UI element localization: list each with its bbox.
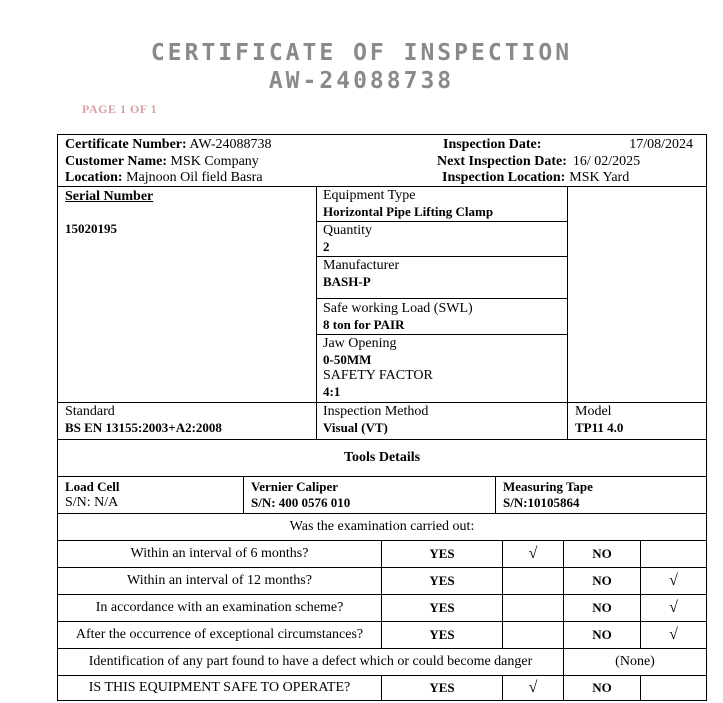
- measuring-tape-value: S/N:10105864: [503, 495, 580, 510]
- tools-heading: Tools Details: [57, 439, 707, 477]
- method-cell: [316, 402, 568, 440]
- jaw-opening-cell: [316, 334, 568, 403]
- examination-question: Was the examination carried out:: [57, 513, 707, 541]
- exam-row-label: Within an interval of 6 months?: [57, 540, 382, 568]
- jaw-opening-value: 0-50MM: [323, 352, 372, 367]
- exam-row-yes: YES: [381, 567, 503, 595]
- vernier-label: Vernier Caliper: [251, 479, 339, 494]
- info-left: [65, 137, 445, 187]
- exam-row-yes-check: [502, 567, 564, 595]
- manufacturer-label: Manufacturer: [323, 258, 400, 273]
- model-cell: [567, 402, 707, 440]
- page-number: PAGE 1 OF 1: [82, 102, 158, 116]
- quantity-value: 2: [323, 239, 330, 254]
- exam-row-no-check: √: [640, 621, 707, 649]
- exam-row-yes-check: √: [502, 540, 564, 568]
- cert-number-label: Certificate Number:: [65, 137, 187, 152]
- exam-row-label: Within an interval of 12 months?: [57, 567, 382, 595]
- defect-label: Identification of any part found to have a defect which or could become danger: [57, 648, 564, 676]
- inspection-location-label: Inspection Location:: [442, 170, 566, 185]
- next-inspection-date-value: 16/ 02/2025: [572, 153, 641, 169]
- exam-row-no-check: √: [640, 567, 707, 595]
- load-cell-value: S/N: N/A: [65, 495, 119, 510]
- measuring-tape-cell: [495, 476, 707, 514]
- exam-row-no: NO: [563, 621, 641, 649]
- vernier-cell: [243, 476, 496, 514]
- next-inspection-date-label: Next Inspection Date:: [437, 153, 567, 169]
- exam-row-yes: YES: [381, 594, 503, 622]
- location-label: Location:: [65, 170, 123, 185]
- safe-yes-check: √: [502, 675, 564, 701]
- certificate-title: CERTIFICATE OF INSPECTION: [150, 40, 573, 66]
- defect-value: (None): [563, 648, 707, 676]
- swl-value: 8 ton for PAIR: [323, 317, 405, 332]
- exam-row-yes: YES: [381, 621, 503, 649]
- exam-row-yes-check: [502, 594, 564, 622]
- load-cell-label: Load Cell: [65, 479, 120, 494]
- exam-row-no: NO: [563, 594, 641, 622]
- method-label: Inspection Method: [323, 404, 429, 419]
- vernier-value: S/N: 400 0576 010: [251, 495, 351, 510]
- serial-value: 15020195: [65, 221, 117, 236]
- exam-row-no-check: [640, 540, 707, 568]
- safe-to-operate-label: IS THIS EQUIPMENT SAFE TO OPERATE?: [57, 675, 382, 701]
- certificate-title-number: AW-24088738: [268, 68, 455, 94]
- safe-no: NO: [563, 675, 641, 701]
- measuring-tape-label: Measuring Tape: [503, 479, 593, 494]
- safe-no-check: [640, 675, 707, 701]
- exam-row-no: NO: [563, 540, 641, 568]
- model-label: Model: [575, 404, 612, 419]
- exam-row-no: NO: [563, 567, 641, 595]
- swl-cell: [316, 298, 568, 335]
- quantity-cell: [316, 221, 568, 257]
- manufacturer-value: BASH-P: [323, 274, 371, 289]
- location-value: Majnoon Oil field Basra: [126, 170, 263, 185]
- swl-label: Safe working Load (SWL): [323, 301, 473, 316]
- inspection-date-label: Inspection Date:: [443, 137, 542, 152]
- safe-yes: YES: [381, 675, 503, 701]
- manufacturer-cell: [316, 256, 568, 299]
- quantity-label: Quantity: [323, 223, 372, 238]
- safety-factor-value: 4:1: [323, 384, 341, 399]
- standard-label: Standard: [65, 404, 115, 419]
- method-value: Visual (VT): [323, 420, 388, 435]
- serial-cell: [57, 186, 317, 403]
- jaw-opening-label: Jaw Opening: [323, 336, 397, 351]
- equipment-type-value: Horizontal Pipe Lifting Clamp: [323, 204, 494, 219]
- exam-row-label: In accordance with an examination scheme?: [57, 594, 382, 622]
- exam-row-yes-check: [502, 621, 564, 649]
- blank-cell: [567, 186, 707, 403]
- customer-name-label: Customer Name:: [65, 153, 167, 169]
- serial-label: Serial Number: [65, 189, 154, 204]
- inspection-date-value: 17/08/2024: [629, 137, 693, 152]
- equipment-type-cell: [316, 186, 568, 222]
- model-value: TP11 4.0: [575, 420, 624, 435]
- load-cell-cell: [57, 476, 244, 514]
- customer-name-value: MSK Company: [170, 153, 259, 169]
- cert-number-value: AW-24088738: [189, 137, 272, 152]
- safety-factor-label: SAFETY FACTOR: [323, 368, 433, 383]
- exam-row-yes: YES: [381, 540, 503, 568]
- exam-row-label: After the occurrence of exceptional circumstances?: [57, 621, 382, 649]
- exam-row-no-check: √: [640, 594, 707, 622]
- equipment-type-label: Equipment Type: [323, 188, 416, 203]
- info-right: [437, 137, 697, 187]
- standard-cell: [57, 402, 317, 440]
- inspection-location-value: MSK Yard: [569, 170, 630, 185]
- standard-value: BS EN 13155:2003+A2:2008: [65, 420, 222, 435]
